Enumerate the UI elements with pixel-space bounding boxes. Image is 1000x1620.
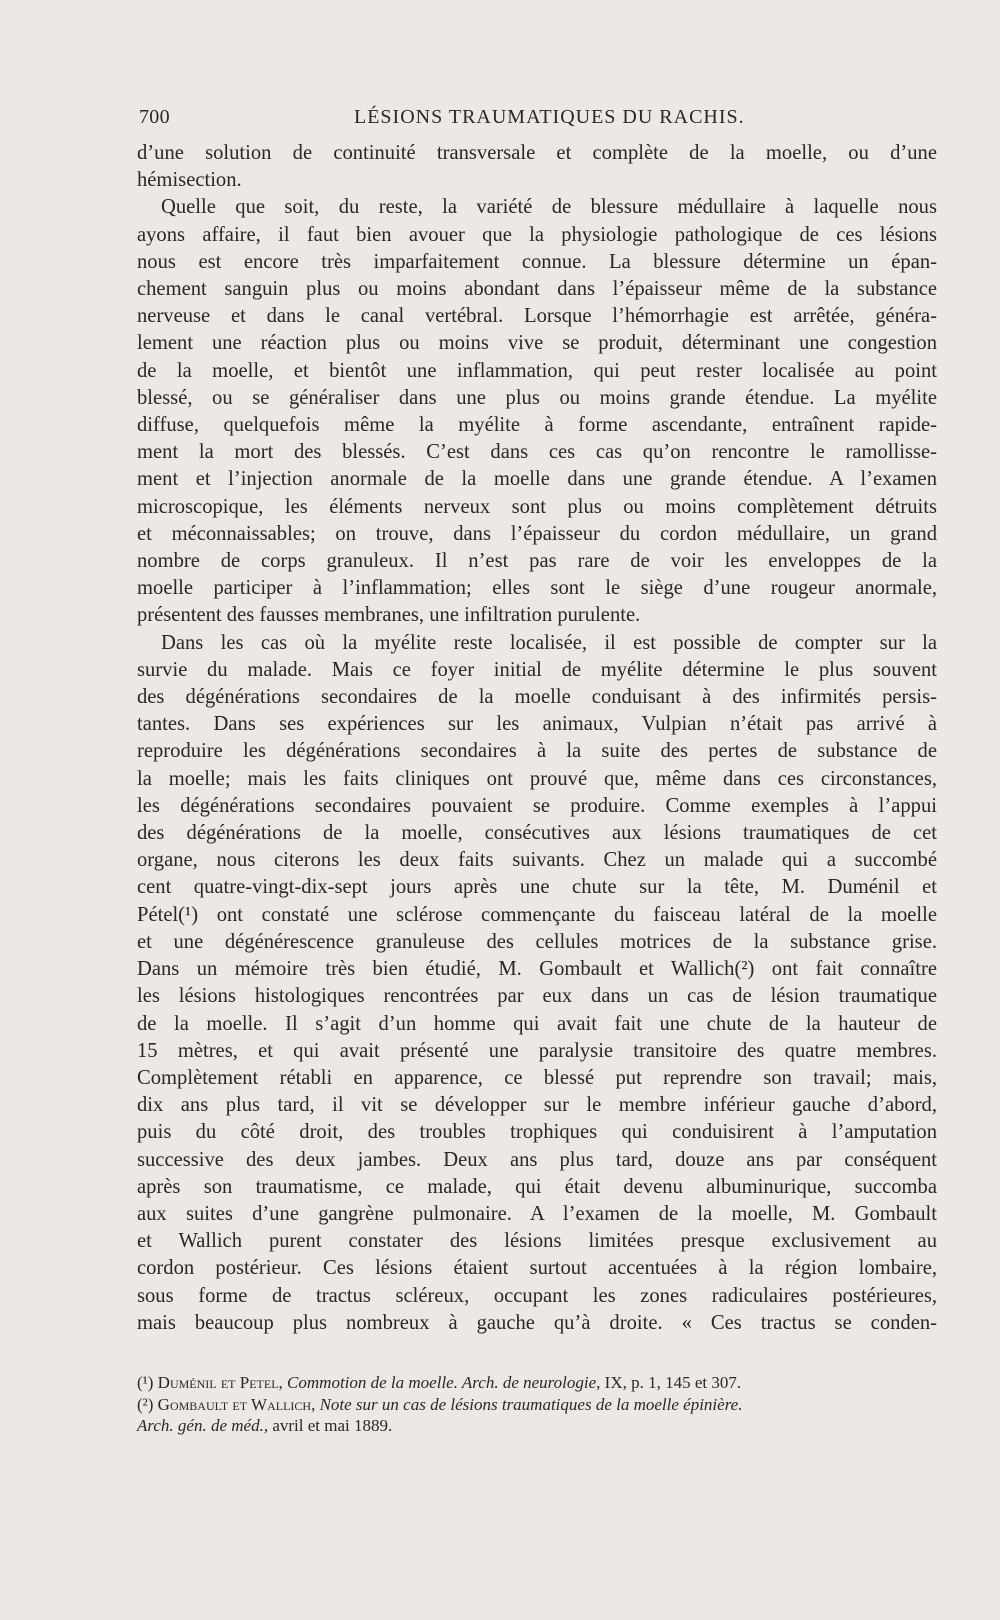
text-line: nous est encore très imparfaitement connue. La blessure détermine un épan- [137,250,937,273]
text-line: des dégénérations de la moelle, consécutives aux lésions traumatiques de cet [137,822,937,845]
text-line: successive des deux jambes. Deux ans plus tard, douze ans par conséquent [137,1148,937,1171]
text-line: cent quatre-vingt-dix-sept jours après une chute sur la tête, M. Duménil et [137,876,937,899]
text-line: puis du côté droit, des troubles trophiques qui conduisirent à l’amputation [137,1121,937,1144]
text-line: aux suites d’une gangrène pulmonaire. A l’examen de la moelle, M. Gombault [137,1202,937,1225]
footnote-1 [137,1372,937,1394]
text-line: Complètement rétabli en apparence, ce blessé put reprendre son travail; mais, [137,1066,937,1089]
text-line: survie du malade. Mais ce foyer initial de myélite détermine le plus souvent [137,658,937,681]
footnote-2 [137,1394,937,1416]
body-text [137,140,937,1337]
text-line: ayons affaire, il faut bien avouer que la physiologie pathologique de ces lésions [137,223,937,246]
text-line: microscopique, les éléments nerveux sont plus ou moins complètement détruits [137,495,937,518]
text-line: ment la mort des blessés. C’est dans ces cas qu’on rencontre le ramollisse- [137,441,937,464]
text-line: la moelle; mais les faits cliniques ont prouvé que, même dans ces circonstances, [137,767,937,790]
text-line: organe, nous citerons les deux faits suivants. Chez un malade qui a succombé [137,849,937,872]
footnote-2-title: Note sur un cas de lésions traumatiques de la moelle épinière. [319,1394,743,1414]
text-line: des dégénérations secondaires de la moelle conduisant à des infirmités persis- [137,686,937,709]
text-line: et Wallich purent constater des lésions limitées presque exclusivement au [137,1230,937,1253]
footnote-2-continued [137,1415,937,1437]
text-line: de la moelle, et bientôt une inflammation, qui peut rester localisée au point [137,359,937,382]
text-line: les dégénérations secondaires pouvaient se produire. Comme exemples à l’appui [137,794,937,817]
text-line: présentent des fausses membranes, une infiltration purulente. [137,604,641,627]
footnote-2-mark: (²) [137,1394,154,1414]
running-title: LÉSIONS TRAUMATIQUES DU RACHIS. [354,106,745,128]
text-line: moelle participer à l’inflammation; elles sont le siège d’une rougeur anormale, [137,577,937,600]
text-line: et une dégénérescence granuleuse des cellules motrices de la substance grise. [137,930,937,953]
text-line: hémisection. [137,169,242,192]
footnote-1-authors: Duménil et Petel, [157,1373,283,1392]
text-line: Pétel(¹) ont constaté une sclérose commençante du faisceau latéral de la moelle [137,903,937,926]
text-line: nerveuse et dans le canal vertébral. Lorsque l’hémorrhagie est arrêtée, généra- [137,305,937,328]
text-line: dix ans plus tard, il vit se développer sur le membre inférieur gauche d’abord, [137,1094,937,1117]
footnote-1-ref: IX, p. 1, 145 et 307. [600,1373,742,1392]
page-number: 700 [139,106,170,128]
text-line: Dans un mémoire très bien étudié, M. Gombault et Wallich(²) ont fait connaître [137,958,937,981]
text-line: tantes. Dans ses expériences sur les animaux, Vulpian n’était pas arrivé à [137,713,937,736]
text-line: de la moelle. Il s’agit d’un homme qui avait fait une chute de la hauteur de [137,1012,937,1035]
text-line: mais beaucoup plus nombreux à gauche qu’à droite. « Ces tractus se conden- [137,1311,937,1334]
page-header [139,106,937,136]
text-line: blessé, ou se généraliser dans une plus ou moins grande étendue. La myélite [137,386,937,409]
text-line: nombre de corps granuleux. Il n’est pas rare de voir les enveloppes de la [137,550,937,573]
footnote-2-authors: Gombault et Wallich, [157,1394,316,1414]
footnotes [137,1372,937,1437]
text-line: Quelle que soit, du reste, la variété de blessure médullaire à laquelle nous [161,196,937,219]
text-line: 15 mètres, et qui avait présenté une paralysie transitoire des quatre membres. [137,1039,937,1062]
text-line: chement sanguin plus ou moins abondant dans l’épaisseur même de la substance [137,278,937,301]
text-line: sous forme de tractus scléreux, occupant les zones radiculaires postérieures, [137,1284,937,1307]
text-line: d’une solution de continuité transversale et complète de la moelle, ou d’une [137,142,937,164]
text-line: diffuse, quelquefois même la myélite à forme ascendante, entraînent rapide- [137,414,937,437]
text-line: et méconnaissables; on trouve, dans l’épaisseur du cordon médullaire, un grand [137,522,937,545]
text-line: Dans les cas où la myélite reste localisée, il est possible de compter sur la [161,631,937,654]
footnote-1-mark: (¹) [137,1373,154,1392]
text-line: cordon postérieur. Ces lésions étaient surtout accentuées à la région lombaire, [137,1257,937,1280]
footnote-2-ref: avril et mai 1889. [268,1416,393,1435]
footnote-2-journal: Arch. gén. de méd., [137,1416,269,1435]
text-line: les lésions histologiques rencontrées par eux dans un cas de lésion traumatique [137,985,937,1008]
text-line: reproduire les dégénérations secondaires à la suite des pertes de substance de [137,740,937,763]
text-line: lement une réaction plus ou moins vive se produit, déterminant une congestion [137,332,937,355]
text-line: ment et l’injection anormale de la moelle dans une grande étendue. A l’examen [137,468,937,491]
text-line: après son traumatisme, ce malade, qui était devenu albuminurique, succomba [137,1175,937,1198]
footnote-1-title: Commotion de la moelle. Arch. de neurologie, [287,1373,601,1392]
